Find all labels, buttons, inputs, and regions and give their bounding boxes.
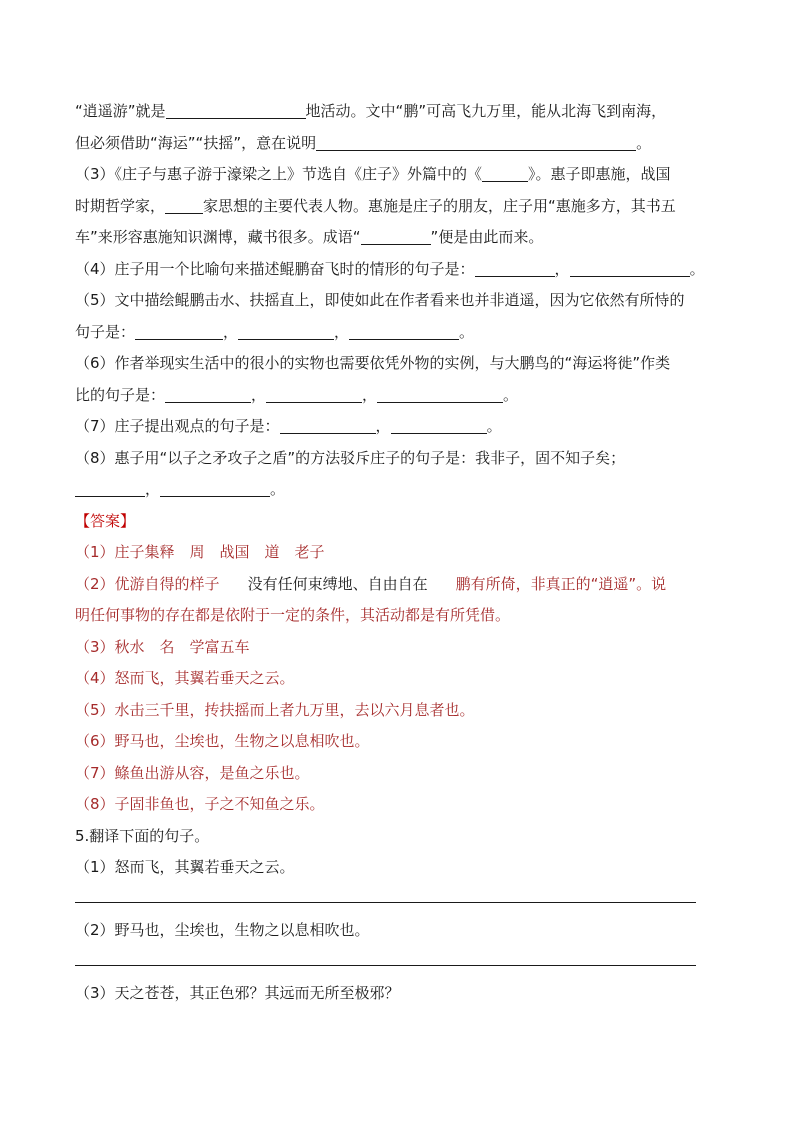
answer-5: （5）水击三千里，抟扶摇而上者九万里，去以六月息者也。 (75, 700, 475, 719)
text: 句子是： (75, 322, 136, 341)
fill-blank[interactable] (160, 478, 270, 497)
q4-sub5-line-2 (75, 317, 725, 349)
fill-blank[interactable] (280, 415, 376, 434)
q4-sub6-line-2 (75, 380, 725, 412)
text: 》。惠子即惠施，战国 (528, 165, 671, 183)
answer-line[interactable] (75, 965, 696, 966)
text: （5）文中描绘鲲鹏击水、扶摇直上，即使如此在作者看来也并非逍遥，因为它依然有所恃的 (75, 291, 685, 309)
text: 。 (270, 480, 286, 498)
q4-sub5-line-1 (75, 285, 725, 317)
fill-blank[interactable] (570, 258, 690, 277)
fill-blank[interactable] (165, 195, 203, 214)
text: （4）庄子用一个比喻句来描述鲲鹏奋飞时的情形的句子是： (75, 259, 475, 278)
text: ， (554, 259, 570, 278)
fill-blank[interactable] (361, 226, 431, 245)
text: 但必须借助“海运”“扶摇”，意在说明 (75, 133, 317, 152)
answer-line-row (75, 884, 725, 916)
q4-sub8-line-2 (75, 474, 725, 506)
fill-blank[interactable] (75, 478, 145, 497)
fill-blank[interactable] (482, 163, 528, 182)
answer-2-line-1 (75, 569, 725, 601)
q4-line-2 (75, 128, 725, 160)
q4-sub3-line-3 (75, 222, 725, 254)
answer-2-line-2: 明任何事物的存在都是依附于一定的条件，其活动都是有所凭借。 (75, 606, 511, 624)
text: 优游自得的样子 (114, 574, 220, 593)
text: （3）《庄子与惠子游于濠梁之上》节选自《庄子》外篇中的《 (75, 165, 483, 183)
answer-4: （4）怒而飞，其翼若垂天之云。 (75, 669, 295, 687)
text: 时期哲学家， (75, 196, 166, 215)
fill-blank[interactable] (349, 321, 459, 340)
answer-3: （3）秋水 名 学富五车 (75, 637, 250, 656)
q4-line-1 (75, 96, 725, 128)
text: （2） (75, 574, 115, 593)
q4-sub4 (75, 254, 725, 286)
q4-sub7 (75, 411, 725, 443)
answer-line-row (75, 947, 725, 979)
text: 鹏有所倚，非真正的“逍遥”。说 (455, 574, 667, 593)
answer-heading: 【答案】 (75, 511, 136, 530)
q5-sentence-1: （1）怒而飞，其翼若垂天之云。 (75, 858, 295, 876)
text: ， (375, 417, 391, 435)
answer-6: （6）野马也，尘埃也，生物之以息相吹也。 (75, 732, 370, 750)
text: （8）惠子用“以子之矛攻子之盾”的方法驳斥庄子的句子是：我非子，固不知子矣； (75, 448, 626, 467)
text: ， (145, 480, 161, 498)
text: 家思想的主要代表人物。惠施是庄子的朋友，庄子用“惠施多方，其书五 (203, 196, 676, 215)
text: ， (251, 385, 267, 404)
text: 。 (689, 259, 705, 278)
answer-line[interactable] (75, 902, 696, 903)
text: 比的句子是： (75, 385, 166, 404)
text: 车”来形容惠施知识渊博，藏书很多。成语“ (75, 228, 361, 246)
text: 。 (459, 322, 475, 341)
fill-blank[interactable] (266, 384, 362, 403)
fill-blank[interactable] (135, 321, 223, 340)
q4-sub3-line-1 (75, 159, 725, 191)
text: （7）庄子提出观点的句子是： (75, 417, 280, 435)
text: ”便是由此而来。 (430, 228, 544, 246)
q4-sub3-line-2 (75, 191, 725, 223)
fill-blank[interactable] (238, 321, 334, 340)
q5-sentence-2: （2）野马也，尘埃也，生物之以息相吹也。 (75, 921, 370, 939)
text: （6）作者举现实生活中的很小的实物也需要依凭外物的实例，与大鹏鸟的“海运将徙”作类 (75, 354, 671, 372)
q4-sub6-line-1 (75, 348, 725, 380)
answer-7: （7）鲦鱼出游从容，是鱼之乐也。 (75, 763, 310, 782)
text: ， (223, 322, 239, 341)
answer-1: （1）庄子集释 周 战国 道 老子 (75, 543, 325, 561)
fill-blank[interactable] (377, 384, 503, 403)
fill-blank[interactable] (165, 384, 251, 403)
text: “逍遥游”就是 (75, 102, 166, 120)
text: 。 (503, 385, 519, 404)
text: ， (362, 385, 378, 404)
fill-blank[interactable] (316, 132, 636, 151)
q5-title: 5.翻译下面的句子。 (75, 826, 210, 845)
text: ， (334, 322, 350, 341)
fill-blank[interactable] (391, 415, 487, 434)
text: 。 (636, 133, 652, 152)
text: 地活动。文中“鹏”可高飞九万里，能从北海飞到南海， (305, 102, 667, 120)
text: 没有任何束缚地、自由自在 (247, 574, 428, 593)
fill-blank[interactable] (166, 100, 306, 119)
q4-sub8-line-1 (75, 443, 725, 475)
answer-8: （8）子固非鱼也，子之不知鱼之乐。 (75, 795, 325, 813)
fill-blank[interactable] (475, 258, 555, 277)
q5-sentence-3: （3）天之苍苍，其正色邪？其远而无所至极邪？ (75, 984, 400, 1002)
text: 。 (486, 417, 502, 435)
document-page (75, 96, 725, 1010)
